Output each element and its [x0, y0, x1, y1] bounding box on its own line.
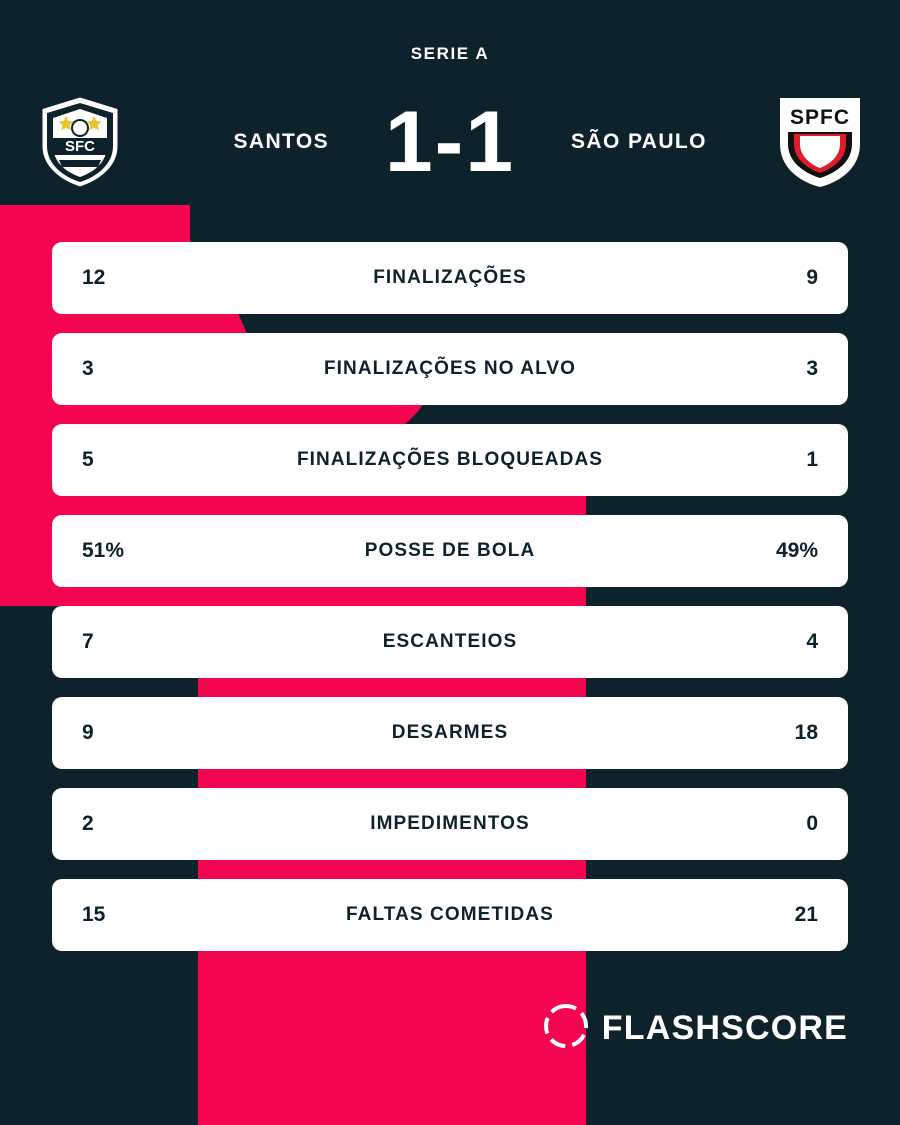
stat-label: IMPEDIMENTOS — [370, 813, 530, 834]
match-score: 1-1 — [384, 94, 516, 190]
table-row — [52, 606, 848, 678]
santos-crest-icon — [5, 94, 155, 190]
away-stat-value: 9 — [806, 266, 818, 289]
away-stat-value: 18 — [794, 721, 818, 744]
table-row — [52, 333, 848, 405]
svg-text:SPFC: SPFC — [789, 106, 851, 129]
table-row — [52, 424, 848, 496]
table-row — [52, 788, 848, 860]
stats-list — [52, 190, 848, 951]
svg-text:SFC: SFC — [65, 138, 95, 155]
sao-paulo-crest-icon — [745, 94, 895, 190]
brand-name: FLASHSCORE — [601, 1009, 848, 1047]
scoreline — [0, 94, 900, 190]
away-stat-value: 3 — [806, 357, 818, 380]
away-stat-value: 21 — [794, 903, 818, 926]
home-stat-value: 5 — [82, 448, 94, 471]
stat-label: DESARMES — [391, 722, 509, 743]
away-stat-value: 0 — [806, 812, 818, 835]
stat-label: ESCANTEIOS — [382, 631, 518, 652]
away-team-name: SÃO PAULO — [571, 130, 707, 153]
table-row — [52, 515, 848, 587]
home-team-name: SANTOS — [233, 130, 329, 153]
table-row — [52, 242, 848, 314]
away-stat-value: 1 — [806, 448, 818, 471]
home-stat-value: 7 — [82, 630, 94, 653]
flashscore-brand — [544, 1004, 848, 1053]
flashscore-logo-icon — [544, 1004, 588, 1053]
home-stat-value: 2 — [82, 812, 94, 835]
home-stat-value: 12 — [82, 266, 106, 289]
stat-label: FINALIZAÇÕES BLOQUEADAS — [296, 449, 604, 470]
competition-name: SERIE A — [410, 44, 490, 63]
table-row — [52, 697, 848, 769]
stat-label: FALTAS COMETIDAS — [346, 904, 554, 925]
stat-label: FINALIZAÇÕES NO ALVO — [323, 358, 577, 379]
away-stat-value: 49% — [775, 539, 818, 562]
match-header — [0, 0, 900, 190]
table-row — [52, 879, 848, 951]
stat-label: POSSE DE BOLA — [364, 540, 536, 561]
home-stat-value: 3 — [82, 357, 94, 380]
home-stat-value: 51% — [82, 539, 125, 562]
home-stat-value: 9 — [82, 721, 94, 744]
stat-label: FINALIZAÇÕES — [373, 267, 527, 288]
away-stat-value: 4 — [806, 630, 818, 653]
home-stat-value: 15 — [82, 903, 106, 926]
